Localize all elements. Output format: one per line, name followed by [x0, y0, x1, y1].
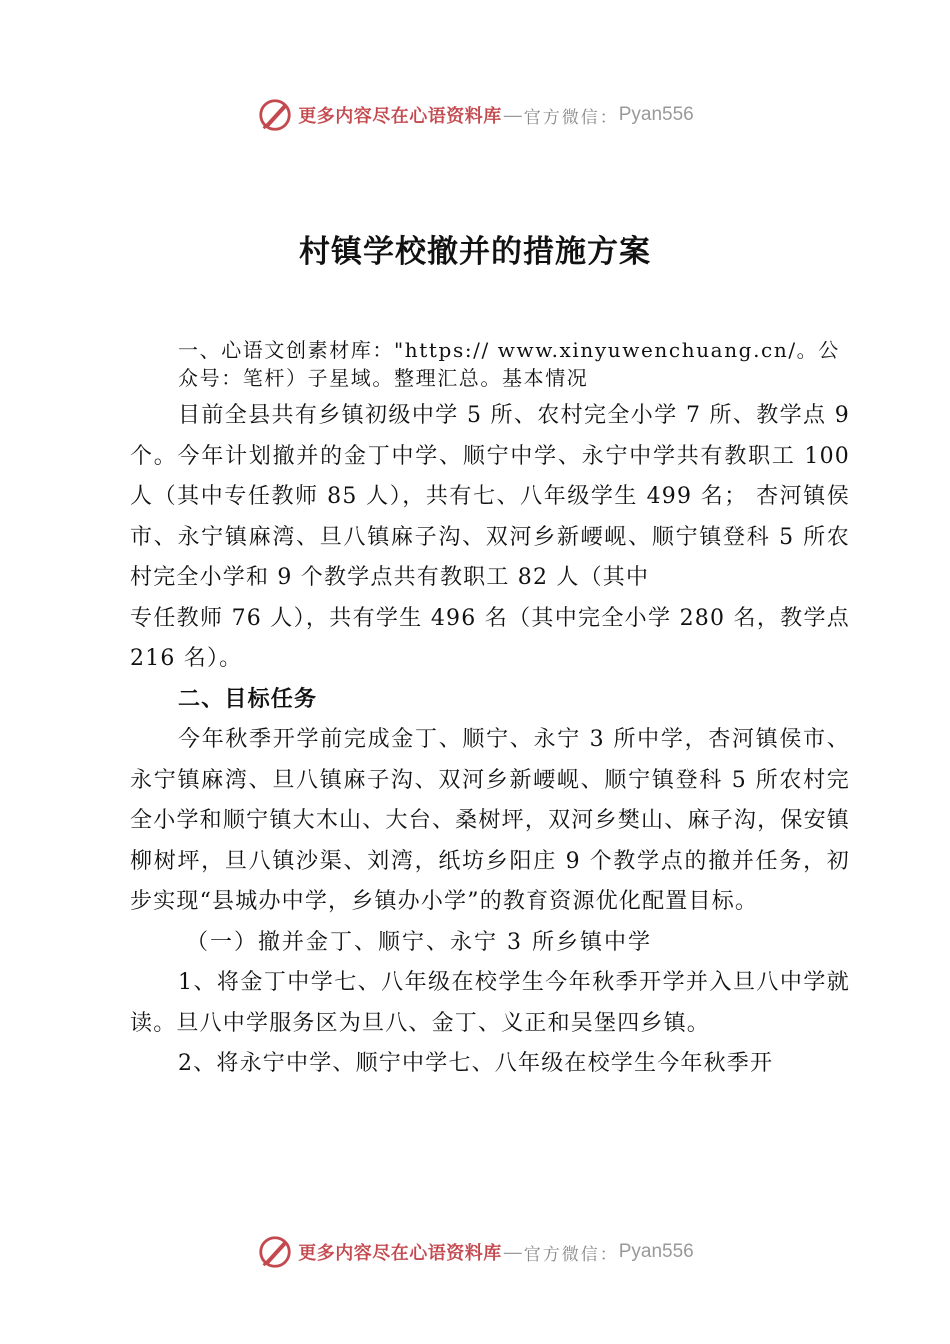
paragraph-item-1: 1、将金丁中学七、八年级在校学生今年秋季开学并入旦八中学就读。旦八中学服务区为旦八、金丁、义正和吴堡四乡镇。	[130, 970, 850, 1036]
pen-logo-icon	[256, 96, 294, 134]
section-2-heading: 二、目标任务	[178, 686, 318, 712]
header-wechat-id: Pyan556	[618, 104, 694, 125]
footer-brand-text: 更多内容尽在心语资料库	[298, 1243, 502, 1264]
document-body	[130, 330, 850, 1085]
pen-logo-icon	[256, 1233, 294, 1271]
paragraph-basic-situation-cont: 专任教师 76 人），共有学生 496 名（其中完全小学 280 名，教学点 216 名）。	[130, 605, 850, 671]
subsection-1-heading: （一）撤并金丁、顺宁、永宁 3 所乡镇中学	[186, 929, 652, 955]
footer-wechat-label: 官方微信：	[523, 1244, 619, 1265]
header-watermark	[0, 95, 950, 135]
paragraph-target-tasks: 今年秋季开学前完成金丁、顺宁、永宁 3 所中学，杏河镇侯市、永宁镇麻湾、旦八镇麻子沟、双河乡新崾岘、顺宁镇登科 5 所农村完全小学和顺宁镇大木山、大台、桑树坪，双河乡樊山、麻子沟，保安镇柳树坪，旦八镇沙渠、刘湾，纸坊乡阳庄 9 个教学点的撤并任务，初步实现“县城办中学，乡镇办小学”的教育资源优化配置目标。	[130, 727, 850, 914]
header-brand-text: 更多内容尽在心语资料库	[298, 106, 502, 127]
paragraph-basic-situation: 目前全县共有乡镇初级中学 5 所、农村完全小学 7 所、教学点 9 个。今年计划撤并的金丁中学、顺宁中学、永宁中学共有教职工 100 人（其中专任教师 85 人），共有七、八年级学生 499 名； 杏河镇侯市、永宁镇麻湾、旦八镇麻子沟、双河乡新崾岘、顺宁镇登科 5 所农村完全小学和 9 个教学点共有教职工 82 人（其中	[130, 403, 850, 590]
header-wechat-label: 官方微信：	[523, 107, 619, 128]
header-dash: —	[503, 104, 522, 125]
footer-dash: —	[503, 1241, 522, 1262]
document-title: 村镇学校撤并的措施方案	[299, 234, 651, 270]
footer-wechat-id: Pyan556	[618, 1241, 694, 1262]
section-1-heading-ref: 一、心语文创素材库："https:// www.xinyuwenchuang.cn/。公众号：笔杆）子星域。整理汇总。基本情况	[178, 338, 840, 390]
paragraph-item-2: 2、将永宁中学、顺宁中学七、八年级在校学生今年秋季开	[178, 1051, 774, 1076]
footer-watermark	[0, 1232, 950, 1272]
